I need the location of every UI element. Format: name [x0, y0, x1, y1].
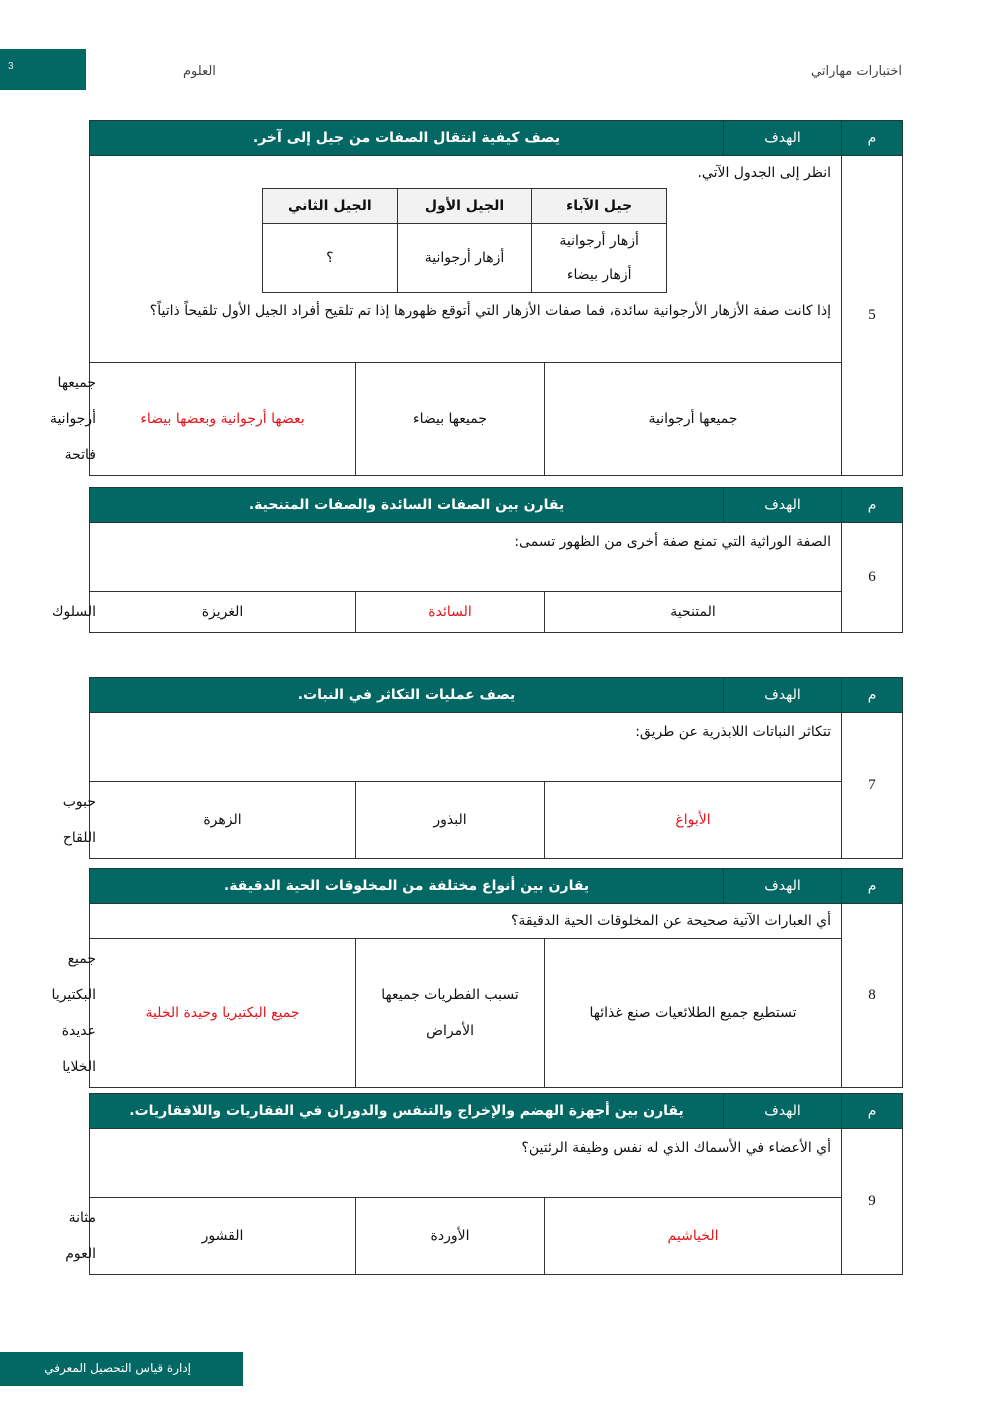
goal-text: يقارن بين أنواع مختلفة من المخلوقات الحية الدقيقة. [90, 869, 724, 904]
option-c[interactable]: القشور [90, 1198, 356, 1275]
option-a[interactable]: تستطيع جميع الطلائعيات صنع غذائها [545, 939, 842, 1088]
question-number: 8 [842, 904, 903, 1088]
generations-header-second: الجيل الثاني [263, 189, 398, 224]
generations-cell-second: ؟ [263, 224, 398, 293]
question-number: 6 [842, 523, 903, 633]
number-column-label: م [842, 1094, 903, 1129]
option-b[interactable]: تسبب الفطريات جميعها الأمراض [356, 939, 545, 1088]
option-b[interactable]: البذور [356, 782, 545, 859]
document-title: اختبارات مهاراتي [811, 64, 902, 79]
question-stem-cell [90, 156, 842, 363]
goal-column-label: الهدف [724, 678, 842, 713]
option-c-correct[interactable]: بعضها أرجوانية وبعضها بيضاء [90, 363, 356, 476]
question-header-row [90, 121, 903, 156]
option-a[interactable]: جميعها أرجوانية [545, 363, 842, 476]
question-9-table: م الهدف يقارن بين أجهزة الهضم والإخراج والتنفس والدوران في الفقاريات واللافقاريات. 9 أي الأعضاء في الأسماك الذي له نفس وظيفة الرئتين؟ الخياشيم الأوردة القشور مثانة العوم [89, 1093, 903, 1275]
parents-purple: أزهار أرجوانية [559, 233, 639, 249]
option-c[interactable]: الغريزة [90, 592, 356, 633]
question-intro: انظر إلى الجدول الآتي. [697, 165, 831, 181]
question-stem: الصفة الوراثية التي تمنع صفة أخرى من الظهور تسمى: [90, 523, 842, 592]
generations-cell-first: أزهار أرجوانية [397, 224, 532, 293]
generations-table [262, 188, 667, 293]
option-b-correct[interactable]: السائدة [356, 592, 545, 633]
option-a-correct[interactable]: الخياشيم [545, 1198, 842, 1275]
footer-banner [0, 1352, 243, 1386]
generations-header-parents: جيل الآباء [532, 189, 667, 224]
generations-cell-parents [532, 224, 667, 293]
question-stem: تتكاثر النباتات اللابذرية عن طريق: [90, 713, 842, 782]
question-6-table: م الهدف يقارن بين الصفات السائدة والصفات المتنحية. 6 الصفة الوراثية التي تمنع صفة أخرى من الظهور تسمى: المتنحية السائدة الغريزة السلوك [89, 487, 903, 633]
goal-text: يصف كيفية انتقال الصفات من جيل إلى آخر. [90, 121, 724, 156]
goal-text: يقارن بين الصفات السائدة والصفات المتنحية. [90, 488, 724, 523]
question-5-table: م الهدف يصف كيفية انتقال الصفات من جيل إلى آخر. 5 انظر إلى الجدول الآتي. جيل الآباء الجيل الأول الجيل الثاني أزهار أرجوانية أزهار بيضاء أزهار أرجوانية ؟ إذا كانت صفة الأزهار الأرجوانية سائدة، فما صفات الأزهار التي أتوقع ظهورها إذا تم تلقيح أفراد الجيل الأول تلقيحاً ذاتياً؟ جميعها أرجوانية جميعها بيضاء بعضها أرجوانية وبعضها بيضاء جميعها أرجوانية فاتحة [89, 120, 903, 476]
goal-text: يقارن بين أجهزة الهضم والإخراج والتنفس والدوران في الفقاريات واللافقاريات. [90, 1094, 724, 1129]
option-b[interactable]: الأوردة [356, 1198, 545, 1275]
number-column-label: م [842, 869, 903, 904]
question-stem: إذا كانت صفة الأزهار الأرجوانية سائدة، فما صفات الأزهار التي أتوقع ظهورها إذا تم تلقيح أفراد الجيل الأول تلقيحاً ذاتياً؟ [149, 303, 831, 319]
footer-label: إدارة قياس التحصيل المعرفي [44, 1361, 191, 1375]
question-7-table: م الهدف يصف عمليات التكاثر في النبات. 7 تتكاثر النباتات اللابذرية عن طريق: الأبواغ البذور الزهرة حبوب اللقاح [89, 677, 903, 859]
goal-column-label: الهدف [724, 488, 842, 523]
page-number: 3 [8, 61, 14, 72]
page-number-box [0, 49, 86, 90]
subject-label: العلوم [183, 64, 216, 79]
option-c-correct[interactable]: جميع البكتيريا وحيدة الخلية [90, 939, 356, 1088]
question-number: 5 [842, 156, 903, 476]
number-column-label: م [842, 121, 903, 156]
option-c[interactable]: الزهرة [90, 782, 356, 859]
goal-column-label: الهدف [724, 1094, 842, 1129]
generations-header-first: الجيل الأول [397, 189, 532, 224]
goal-text: يصف عمليات التكاثر في النبات. [90, 678, 724, 713]
number-column-label: م [842, 678, 903, 713]
option-a-correct[interactable]: الأبواغ [545, 782, 842, 859]
goal-column-label: الهدف [724, 121, 842, 156]
question-8-table: م الهدف يقارن بين أنواع مختلفة من المخلوقات الحية الدقيقة. 8 أي العبارات الآتية صحيحة عن المخلوقات الحية الدقيقة؟ تستطيع جميع الطلائعيات صنع غذائها تسبب الفطريات جميعها الأمراض جميع البكتيريا وحيدة الخلية جميع البكتيريا عديدة الخلايا [89, 868, 903, 1088]
parents-white: أزهار بيضاء [566, 267, 632, 283]
goal-column-label: الهدف [724, 869, 842, 904]
question-stem: أي الأعضاء في الأسماك الذي له نفس وظيفة الرئتين؟ [90, 1129, 842, 1198]
option-a[interactable]: المتنحية [545, 592, 842, 633]
number-column-label: م [842, 488, 903, 523]
question-stem: أي العبارات الآتية صحيحة عن المخلوقات الحية الدقيقة؟ [90, 904, 842, 939]
option-b[interactable]: جميعها بيضاء [356, 363, 545, 476]
question-number: 7 [842, 713, 903, 859]
question-number: 9 [842, 1129, 903, 1275]
